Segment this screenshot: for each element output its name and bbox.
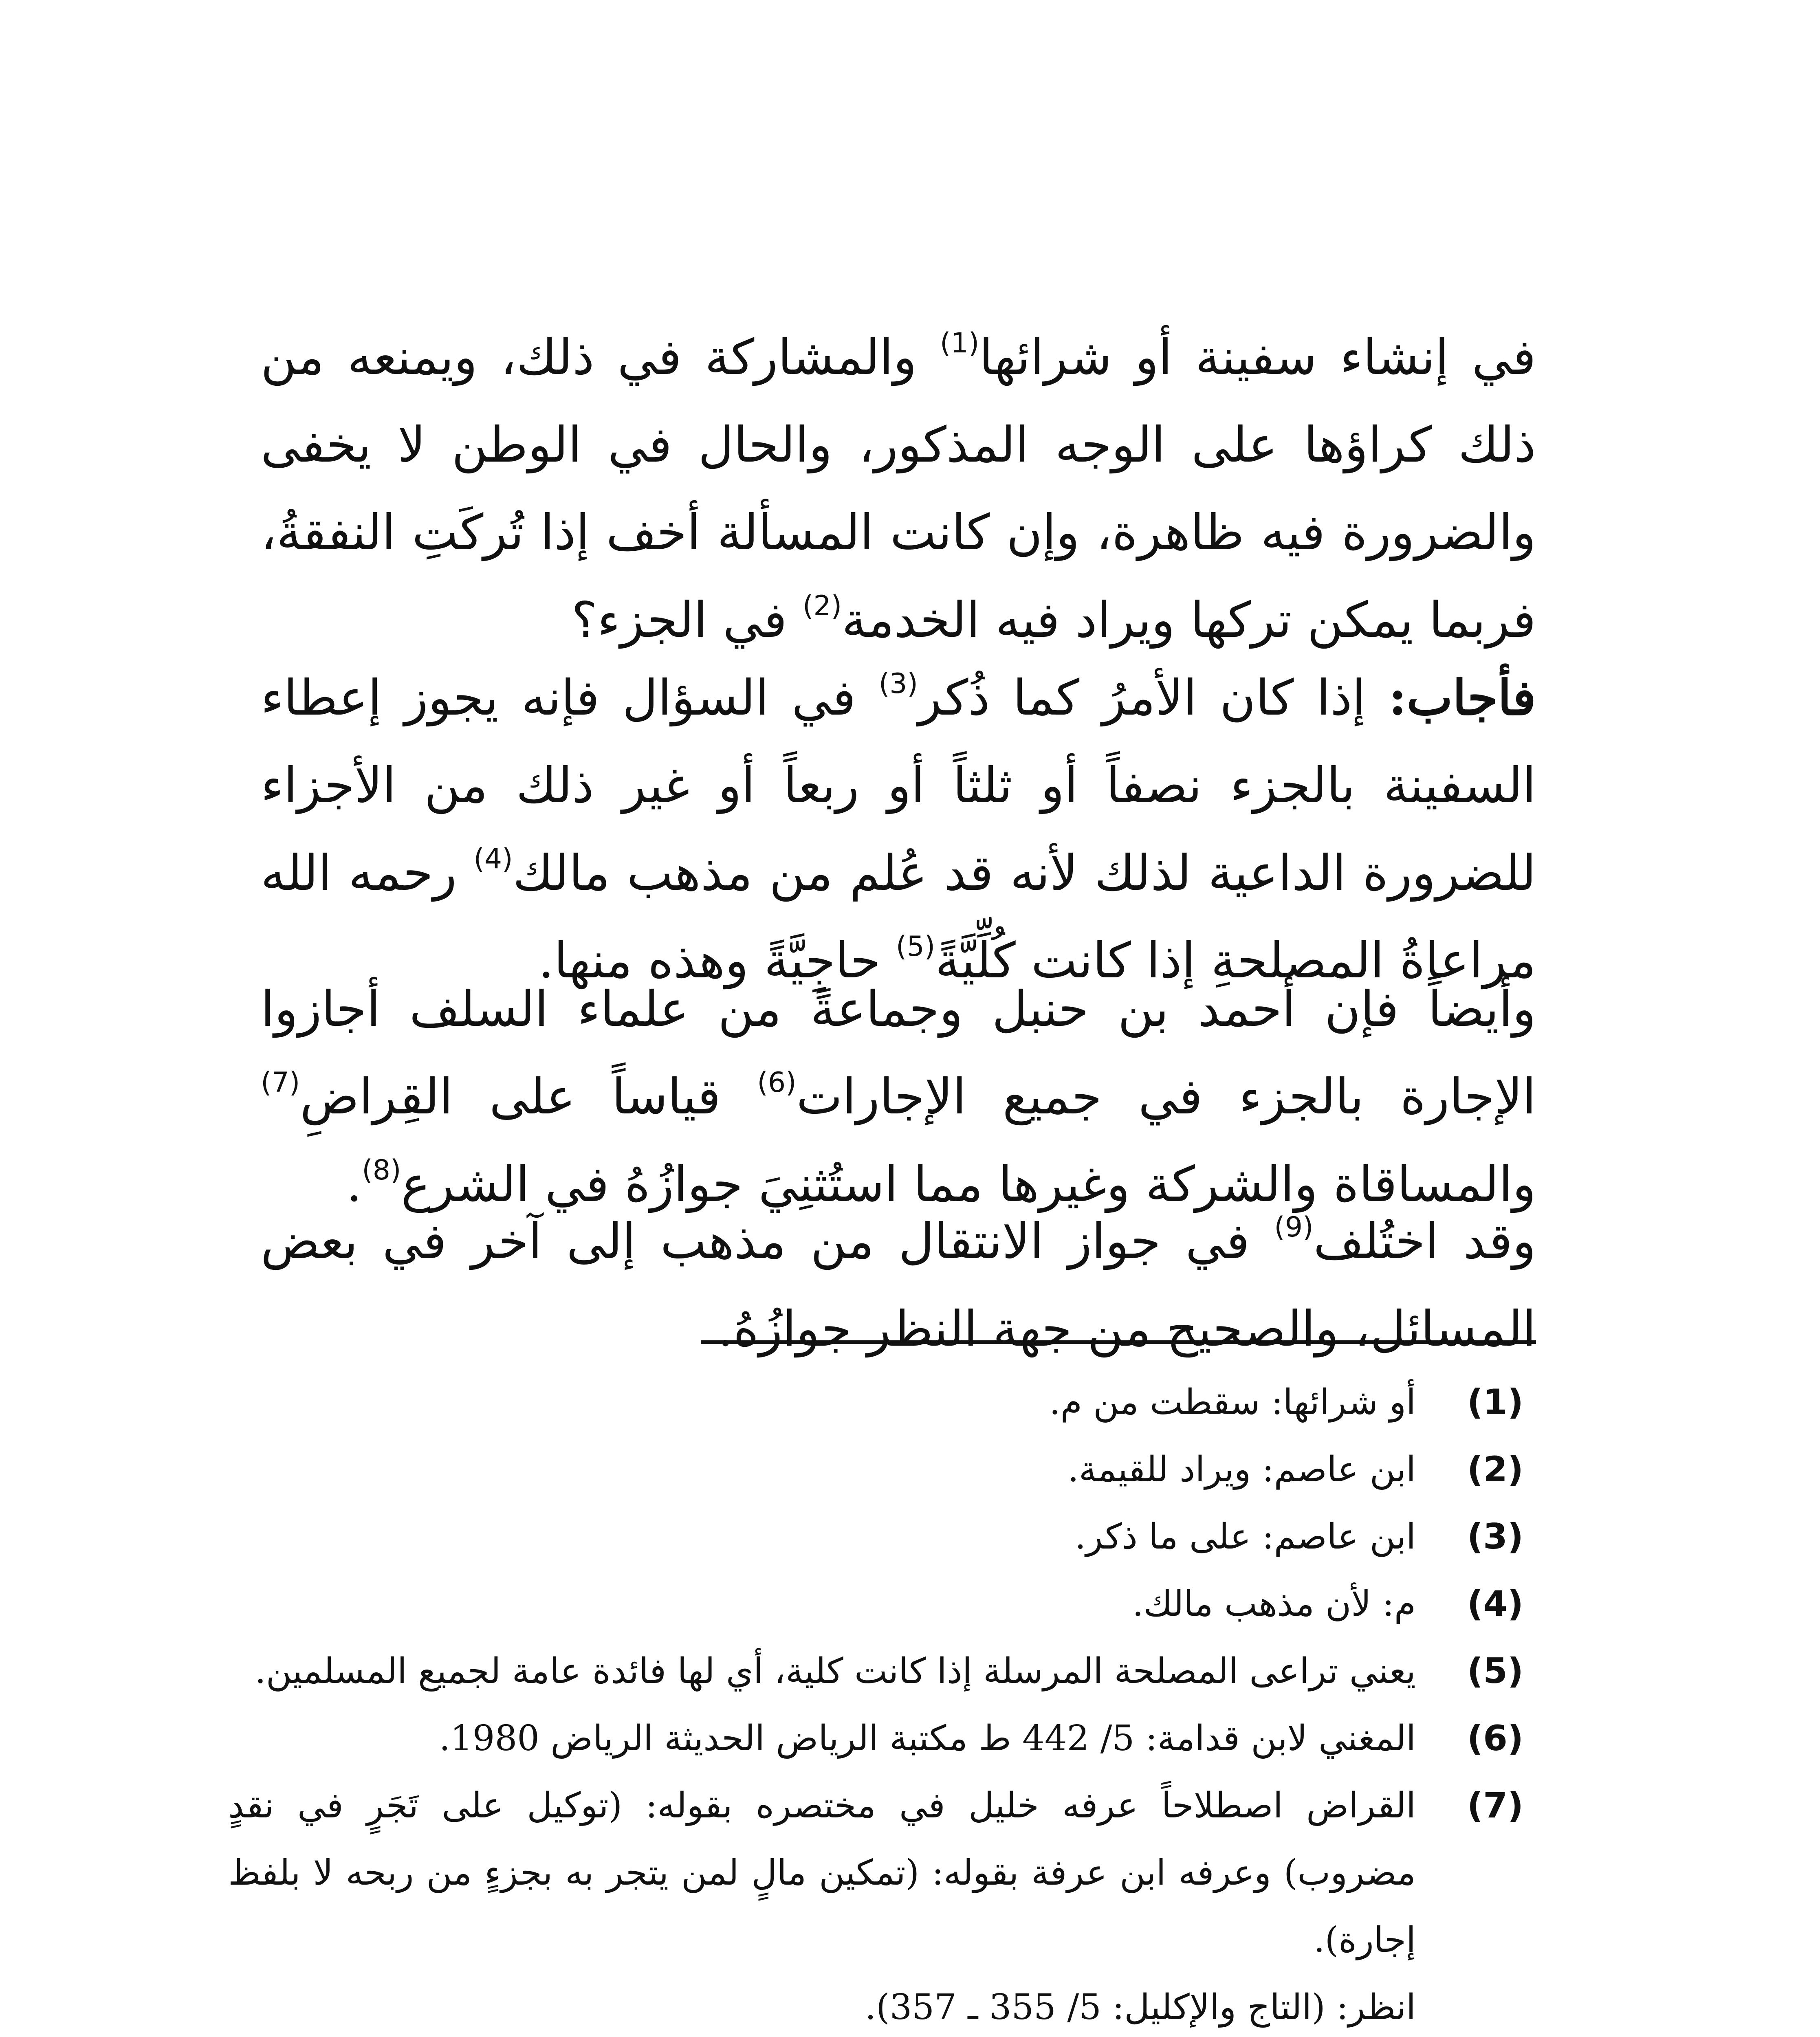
footnote-text: ابن عاصم: ويراد للقيمة.	[1067, 1449, 1416, 1490]
footnote-number: (1)	[1467, 1382, 1524, 1423]
footnote-text: أو شرائها: سقطت من م.	[1049, 1382, 1416, 1423]
footnote-ref-2[interactable]: (2)	[802, 590, 842, 622]
body-paragraph-2	[261, 654, 1536, 1005]
footnote-number: (2)	[1467, 1449, 1524, 1490]
footnote-2	[228, 1436, 1536, 1503]
footnote-1	[228, 1369, 1536, 1436]
footnote-text: م: لأن مذهب مالك.	[1132, 1584, 1416, 1624]
footnote-ref-4[interactable]: (4)	[473, 843, 513, 875]
footnote-ref-8[interactable]: (8)	[362, 1154, 401, 1186]
footnote-number: (5)	[1467, 1651, 1524, 1692]
footnote-ref-5[interactable]: (5)	[896, 931, 935, 963]
footnote-number: (7)	[1467, 1785, 1524, 1826]
body-paragraph-1	[261, 314, 1536, 664]
footnote-3	[228, 1503, 1536, 1571]
footnote-ref-3[interactable]: (3)	[878, 668, 918, 700]
footnote-ref-7[interactable]: (7)	[261, 1067, 300, 1099]
footnote-separator	[701, 1340, 1536, 1344]
para2-text-4: حاجِيَّةً وهذه منها.	[538, 933, 896, 989]
footnote-6	[228, 1705, 1536, 1772]
para4-text-1: وقد اختُلف	[1313, 1213, 1536, 1270]
para4-text-2: في جواز الانتقال من مذهب إلى آخر في بعض المسائل، والصحيح من جهة النظر جوازُهُ.	[261, 1213, 1536, 1357]
footnote-text: ابن عاصم: على ما ذكر.	[1074, 1516, 1416, 1557]
para3-text-2: قياساً على القِراضِ	[300, 1069, 757, 1125]
para3-text-3: والمساقاة والشركة وغيرها مما استُثنِيَ جوازُهُ في الشرع	[401, 1156, 1536, 1213]
para2-text-2: في السؤال فإنه يجوز إعطاء السفينة بالجزء نصفاً أو ثلثاً أو ربعاً أو غير ذلك من الأجزاء للضرورة الداعية لذلك لأنه قد عُلم من مذهب مالك	[261, 670, 1536, 902]
footnote-text: يعني تراعى المصلحة المرسلة إذا كانت كلية، أي لها فائدة عامة لجميع المسلمين.	[255, 1651, 1416, 1692]
para1-text-2: والمشاركة في ذلك، ويمنعه من ذلك كراؤها على الوجه المذكور، والحال في الوطن لا يخفى والضرورة فيه ظاهرة، وإن كانت المسألة أخف إذا تُركَتِ النفقةُ، فربما يمكن تركها ويراد فيه الخدمة	[261, 329, 1536, 649]
body-paragraph-4	[261, 1198, 1536, 1373]
para1-text-1: في إنشاء سفينة أو شرائها	[979, 329, 1536, 386]
para2-text-1: إذا كان الأمرُ كما ذُكر	[918, 670, 1389, 726]
footnote-ref-9[interactable]: (9)	[1274, 1211, 1314, 1243]
footnote-number: (6)	[1467, 1718, 1524, 1759]
footnote-4	[228, 1571, 1536, 1638]
footnote-ref-1[interactable]: (1)	[940, 327, 979, 359]
answer-lead-word: فأجاب:	[1389, 669, 1536, 726]
para3-text-4: .	[346, 1156, 362, 1213]
body-paragraph-3	[261, 966, 1536, 1228]
footnote-text: القراض اصطلاحاً عرفه خليل في مختصره بقوله: (توكيل على تَجَرٍ في نقدٍ مضروب) وعرفه ابن عرفة بقوله: (تمكين مالٍ لمن يتجر به بجزءٍ من ربحه لا بلفظ إجارة).	[228, 1785, 1416, 1960]
para1-text-3: في الجزء؟	[571, 592, 803, 649]
footnote-7	[228, 1772, 1536, 2037]
footnote-number: (3)	[1467, 1516, 1524, 1557]
para3-text-1: وأيضاً فإن أحمد بن حنبل وجماعةً من علماء السلف أجازوا الإجارة بالجزء في جميع الإجارات	[261, 981, 1536, 1125]
footnote-reference-line: انظر: (التاج والإكليل: 5/ 355 ـ 357).	[865, 1987, 1416, 2028]
footnote-5	[228, 1638, 1536, 1705]
para2-text-3: رحمه الله مراعاةُ المصلحةِ إذا كانت كُلِّيَّةً	[261, 845, 1536, 989]
footnotes-section	[228, 1369, 1536, 2037]
footnote-text: المغني لابن قدامة: 5/ 442 ط مكتبة الرياض الحديثة الرياض 1980.	[439, 1718, 1416, 1759]
footnote-number: (4)	[1467, 1584, 1524, 1624]
footnote-ref-6[interactable]: (6)	[757, 1067, 797, 1099]
